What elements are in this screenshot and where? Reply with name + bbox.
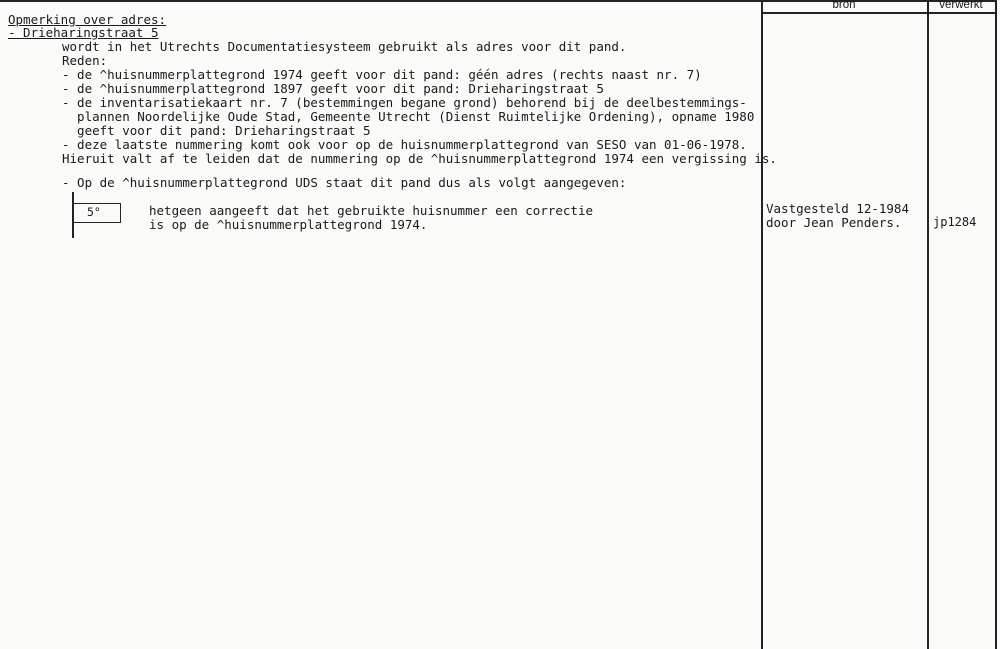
text-line: plannen Noordelijke Oude Stad, Gemeente Utrecht (Dienst Ruimtelijke Ordening), opname 1980 — [62, 109, 755, 124]
explanation-line: hetgeen aangeeft dat het gebruikte huisnummer een correctie — [149, 203, 594, 218]
bron-line: Vastgesteld 12-1984 — [766, 201, 909, 216]
address-title: - Drieharingstraat 5 — [8, 25, 159, 40]
text-line: Hieruit valt af te leiden dat de nummering op de ^huisnummerplattegrond 1974 een vergissing is. — [62, 151, 777, 166]
verwerkt-code: jp1284 — [933, 215, 977, 229]
text-line: - de ^huisnummerplattegrond 1897 geeft voor dit pand: Drieharingstraat 5 — [62, 81, 604, 96]
text-line: - de ^huisnummerplattegrond 1974 geeft voor dit pand: géén adres (rechts naast nr. 7) — [62, 67, 702, 82]
header-rule — [761, 12, 997, 14]
text-line: geeft voor dit pand: Drieharingstraat 5 — [62, 123, 371, 138]
column-divider-right — [995, 0, 997, 649]
text-line: Reden: — [62, 53, 108, 68]
column-divider-verwerkt — [927, 0, 929, 649]
uds-line: - Op de ^huisnummerplattegrond UDS staat dit pand dus als volgt aangegeven: — [62, 175, 627, 190]
text-line: wordt in het Utrechts Documentatiesysteem gebruikt als adres voor dit pand. — [62, 39, 627, 54]
column-divider-bron — [761, 0, 763, 649]
marker-label: 5° — [87, 205, 101, 219]
explanation-line: is op de ^huisnummerplattegrond 1974. — [149, 217, 428, 232]
column-header-verwerkt: verwerkt — [939, 0, 983, 11]
text-line: - deze laatste nummering komt ook voor op de huisnummerplattegrond van SESO van 01-06-1978. — [62, 137, 747, 152]
remark-heading: Opmerking over adres: — [8, 12, 167, 27]
text-line: - de inventarisatiekaart nr. 7 (bestemmingen begane grond) behorend bij de deelbestemmings- — [62, 95, 747, 110]
bron-line: door Jean Penders. — [766, 215, 902, 230]
house-number-marker — [72, 203, 121, 223]
column-header-bron: bron — [832, 0, 856, 11]
